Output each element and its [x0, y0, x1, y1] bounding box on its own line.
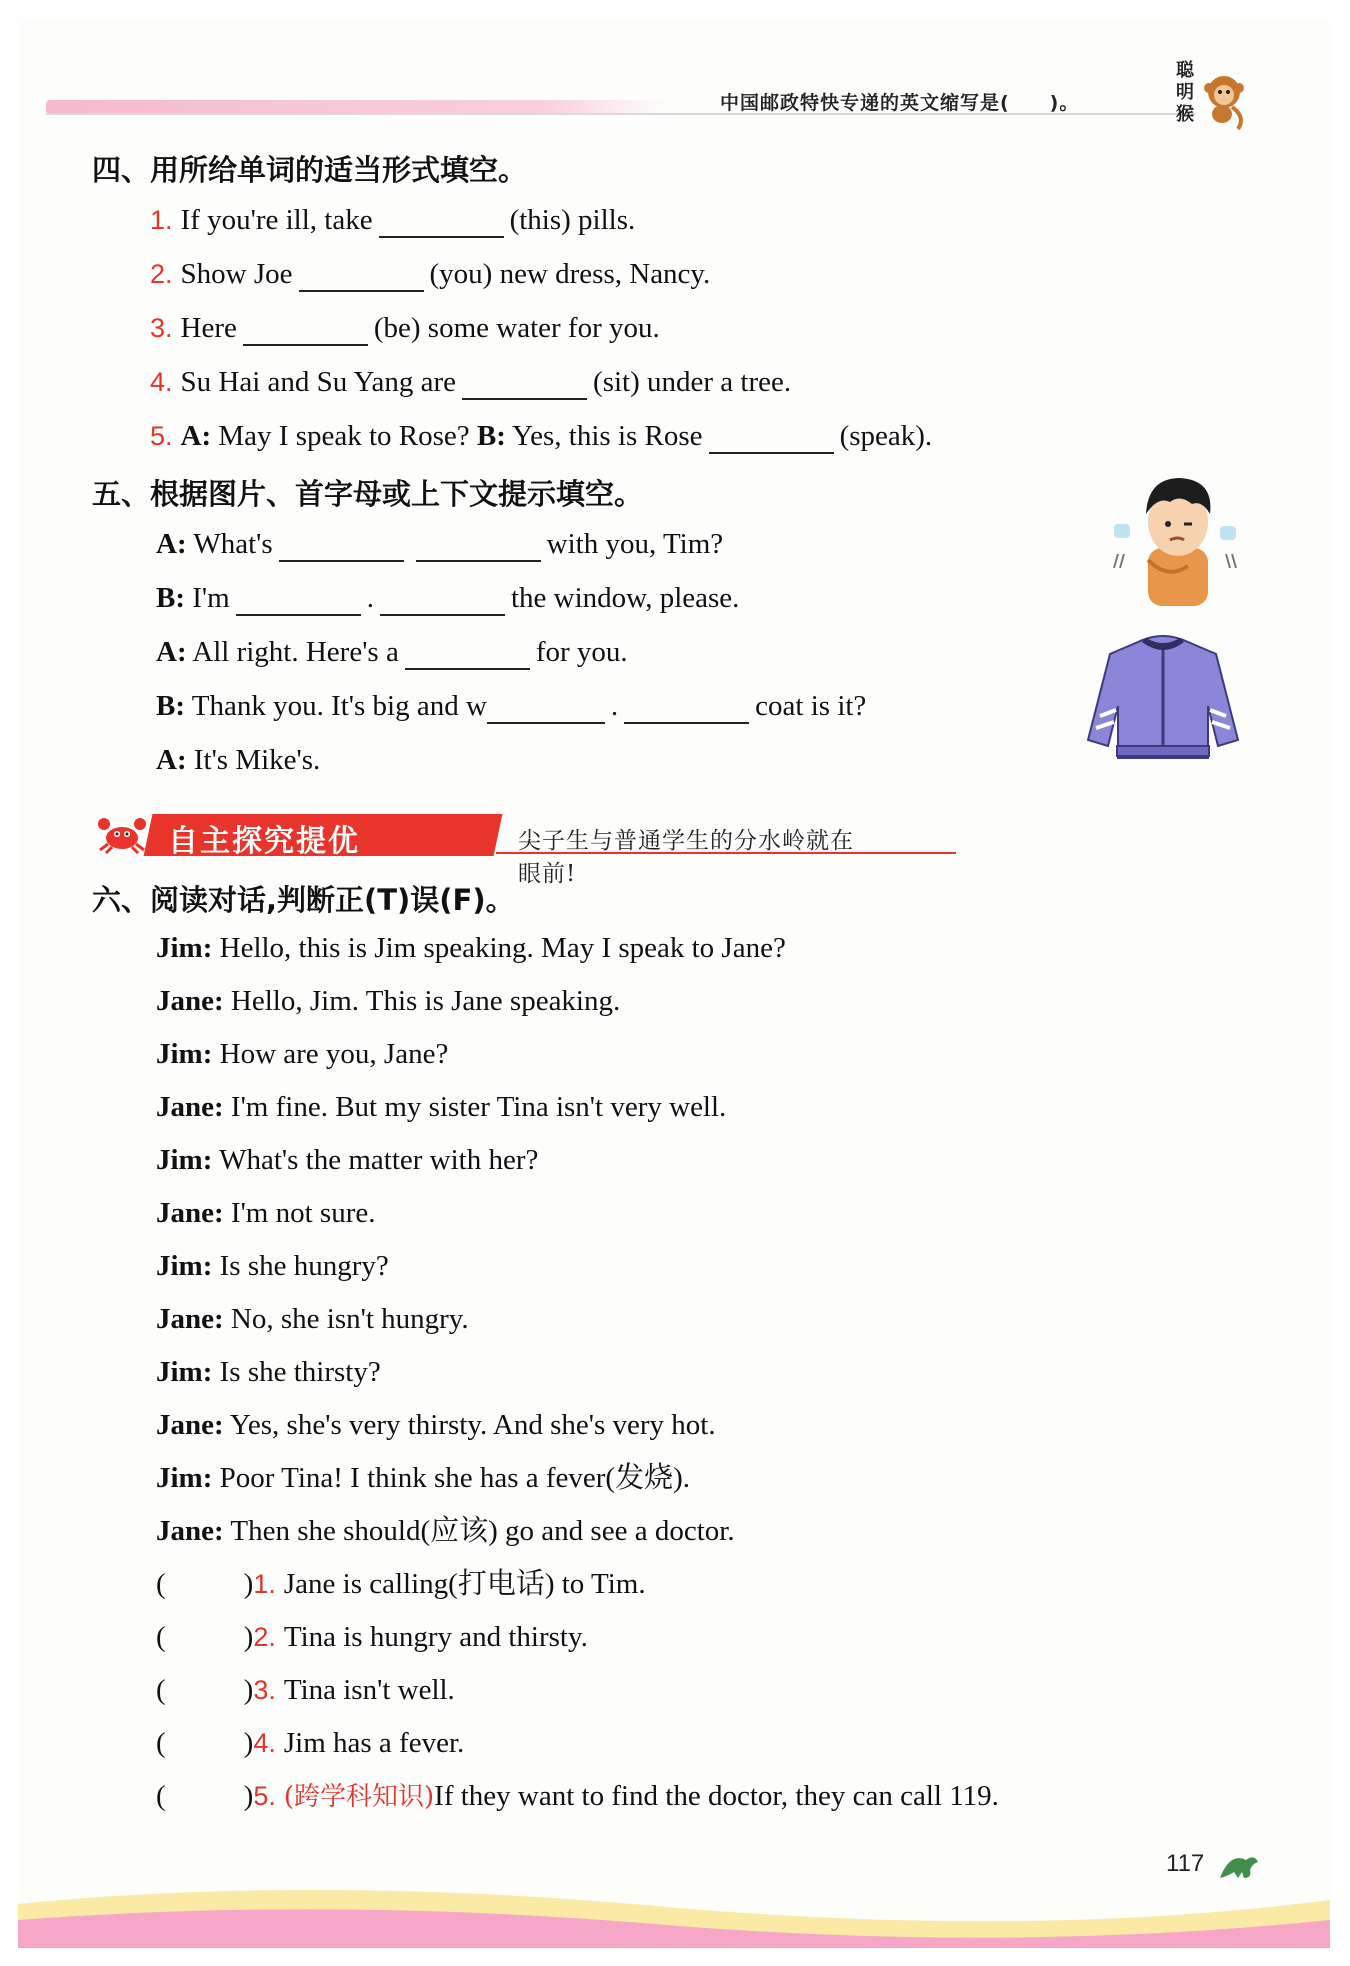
section4-item-5: 5. A: May I speak to Rose? B: Yes, this is Rose (speak).: [150, 420, 933, 452]
answer-blank[interactable]: [487, 692, 605, 724]
item-number: 1.: [150, 205, 173, 235]
section4-title: 四、用所给单词的适当形式填空。: [92, 153, 528, 187]
speaker: Jane:: [156, 1409, 224, 1441]
speaker: Jim:: [156, 932, 213, 964]
dialogue-line: Jane: Hello, Jim. This is Jane speaking.: [156, 985, 621, 1017]
section5-line-3: A: All right. Here's a for you.: [156, 636, 628, 668]
speaker: A:: [156, 528, 187, 560]
question-1: ( )1. Jane is calling(打电话) to Tim.: [156, 1568, 646, 1600]
bottom-decoration: [18, 1880, 1330, 1948]
answer-blank[interactable]: [243, 314, 368, 346]
question-4: ( )4. Jim has a fever.: [156, 1727, 465, 1759]
dialogue-line: Jim: How are you, Jane?: [156, 1038, 449, 1070]
speaker: Jim:: [156, 1038, 213, 1070]
dialogue-line: Jim: Is she hungry?: [156, 1250, 389, 1282]
item-number: 5.: [253, 1781, 276, 1811]
speaker: Jane:: [156, 1303, 224, 1335]
banner-subtitle: 尖子生与普通学生的分水岭就在眼前!: [518, 828, 854, 887]
item-number: 3.: [253, 1675, 276, 1705]
section6-title: 六、阅读对话,判断正(T)误(F)。: [92, 883, 515, 917]
answer-blank[interactable]: [624, 692, 749, 724]
dinosaur-icon: [1216, 1848, 1260, 1884]
dialogue-line: Jim: Hello, this is Jim speaking. May I speak to Jane?: [156, 932, 786, 964]
section5-line-5: A: It's Mike's.: [156, 744, 321, 776]
answer-blank[interactable]: [405, 638, 530, 670]
item-number: 2.: [150, 259, 173, 289]
cold-boy-illustration: [1108, 470, 1240, 610]
item-number: 5.: [150, 421, 173, 451]
speaker: Jane:: [156, 1515, 224, 1547]
item-number: 4.: [253, 1728, 276, 1758]
section4-item-4: 4. Su Hai and Su Yang are (sit) under a tree.: [150, 366, 792, 398]
banner-title: 自主探究提优: [168, 824, 360, 859]
section4-item-1: 1. If you're ill, take (this) pills.: [150, 204, 636, 236]
cross-subject-tag: (跨学科知识): [283, 1782, 435, 1812]
answer-blank[interactable]: [462, 368, 587, 400]
section5-line-2: B: I'm . the window, please.: [156, 582, 740, 614]
speaker: Jim:: [156, 1144, 213, 1176]
section-banner: [96, 808, 856, 887]
answer-blank[interactable]: [709, 422, 834, 454]
jacket-illustration: [1086, 630, 1240, 762]
section4-item-3: 3. Here (be) some water for you.: [150, 312, 660, 344]
speaker: A:: [156, 636, 187, 668]
speaker: Jim:: [156, 1462, 213, 1494]
item-number: 1.: [253, 1569, 276, 1599]
question-2: ( )2. Tina is hungry and thirsty.: [156, 1621, 588, 1653]
header-tip: 中国邮政特快专递的英文缩写是( )。: [720, 92, 1080, 114]
item-number: 4.: [150, 367, 173, 397]
answer-blank[interactable]: [279, 530, 404, 562]
dialogue-line: Jim: Poor Tina! I think she has a fever(发烧).: [156, 1462, 690, 1494]
speaker: Jane:: [156, 985, 224, 1017]
header-band: [46, 100, 666, 114]
section4-item-2: 2. Show Joe (you) new dress, Nancy.: [150, 258, 711, 290]
dialogue-line: Jane: Yes, she's very thirsty. And she's very hot.: [156, 1409, 716, 1441]
answer-blank[interactable]: [380, 584, 505, 616]
dialogue-line: Jim: What's the matter with her?: [156, 1144, 539, 1176]
speaker: Jane:: [156, 1091, 224, 1123]
dialogue-line: Jane: I'm not sure.: [156, 1197, 376, 1229]
section5-line-4: B: Thank you. It's big and w . coat is it?: [156, 690, 867, 722]
item-number: 2.: [253, 1622, 276, 1652]
dialogue-line: Jane: No, she isn't hungry.: [156, 1303, 469, 1335]
item-number: 3.: [150, 313, 173, 343]
speaker: B:: [156, 582, 185, 614]
speaker: Jane:: [156, 1197, 224, 1229]
question-5: ( )5. (跨学科知识)If they want to find the doctor, they can call 119.: [156, 1780, 999, 1812]
speaker: A:: [156, 744, 187, 776]
answer-blank[interactable]: [416, 530, 541, 562]
question-3: ( )3. Tina isn't well.: [156, 1674, 455, 1706]
answer-blank[interactable]: [236, 584, 361, 616]
mascot-label: 聪明猴: [1176, 60, 1194, 125]
section5-title: 五、根据图片、首字母或上下文提示填空。: [92, 477, 644, 511]
page-number: 117: [1166, 1850, 1205, 1877]
answer-blank[interactable]: [299, 260, 424, 292]
dialogue-line: Jim: Is she thirsty?: [156, 1356, 381, 1388]
speaker: B:: [156, 690, 185, 722]
section5-line-1: A: What's with you, Tim?: [156, 528, 724, 560]
dialogue-line: Jane: Then she should(应该) go and see a doctor.: [156, 1515, 735, 1547]
speaker: Jim:: [156, 1250, 213, 1282]
crab-icon: [96, 814, 148, 854]
answer-blank[interactable]: [379, 206, 504, 238]
dialogue-line: Jane: I'm fine. But my sister Tina isn't very well.: [156, 1091, 727, 1123]
speaker: Jim:: [156, 1356, 213, 1388]
